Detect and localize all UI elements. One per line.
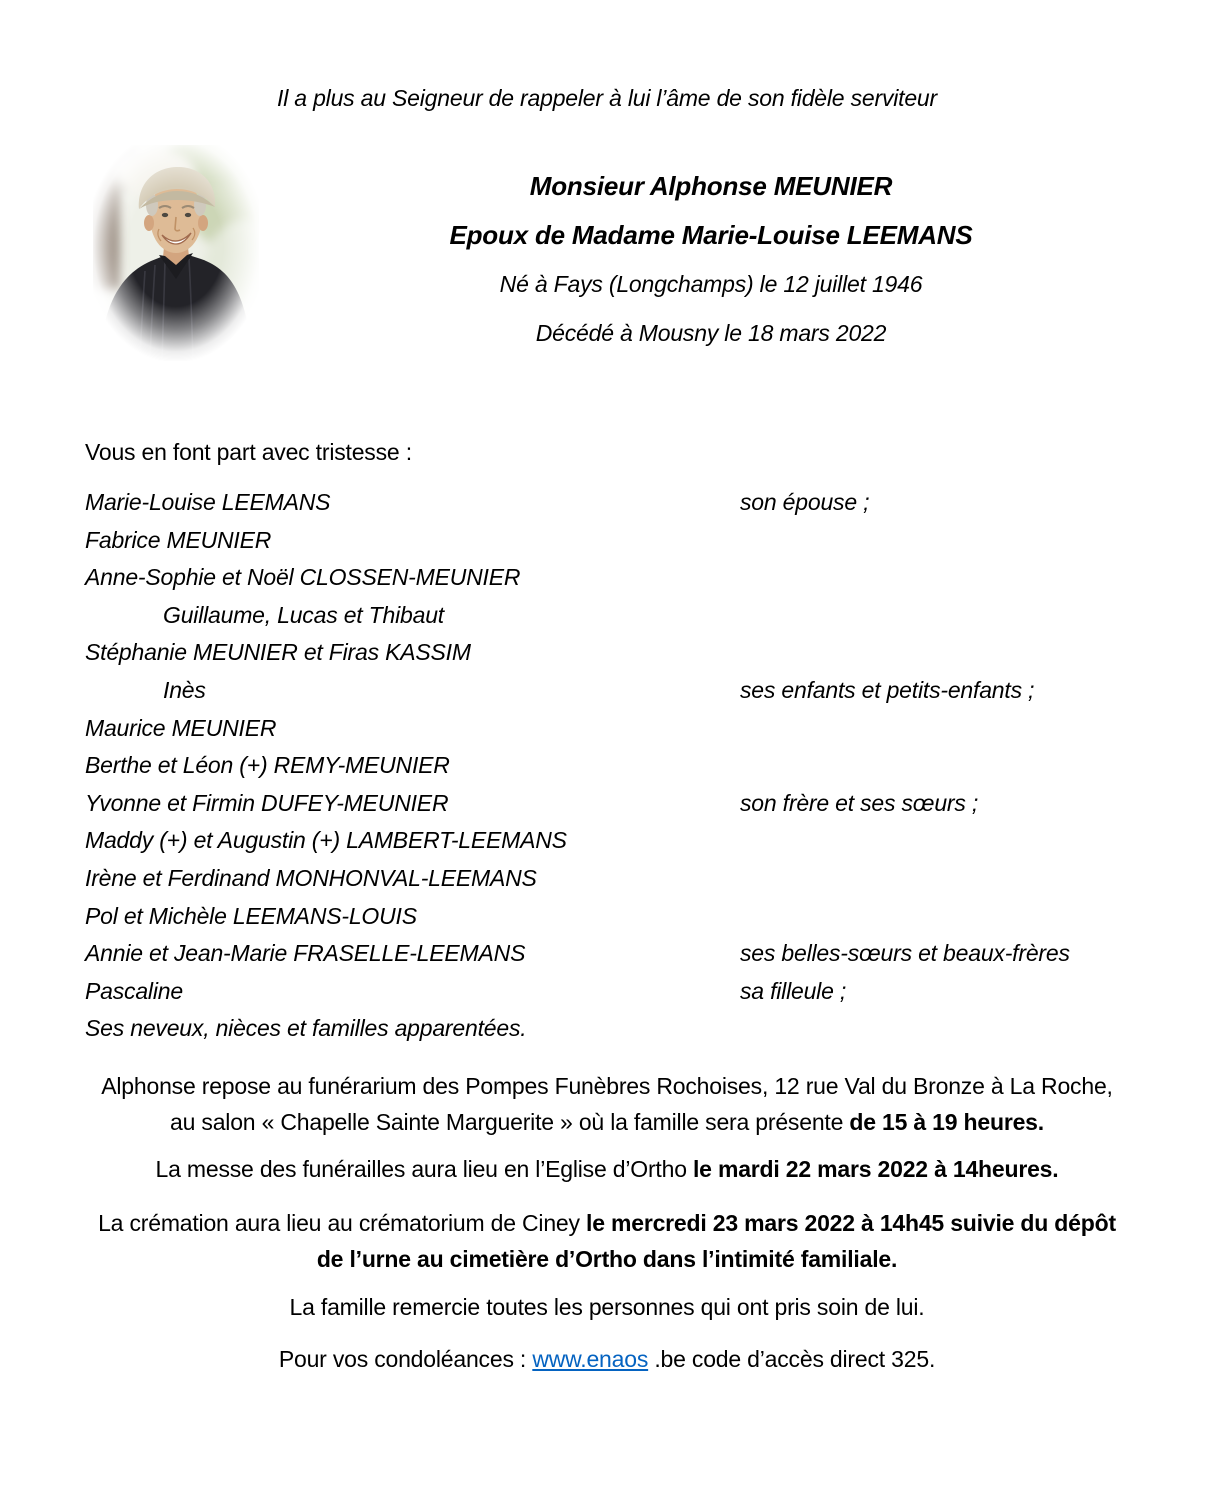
portrait-illustration — [93, 145, 259, 361]
funeral-home-hours: de 15 à 19 heures. — [849, 1109, 1044, 1135]
family-row — [85, 484, 1119, 522]
mass-datetime: le mardi 22 mars 2022 à 14heures. — [692, 1156, 1059, 1182]
family-row — [85, 747, 1119, 785]
condolences-prefix: Pour vos condoléances : — [278, 1346, 533, 1372]
family-name: Irène et Ferdinand MONHONVAL-LEEMANS — [85, 864, 537, 891]
family-relation: ses belles-sœurs et beaux-frères — [740, 940, 1070, 967]
deceased-portrait-photo — [93, 145, 259, 361]
family-name: Pol et Michèle LEEMANS-LOUIS — [85, 902, 417, 929]
family-row — [85, 1010, 1119, 1048]
deceased-header — [308, 162, 1114, 358]
family-name: Berthe et Léon (+) REMY-MEUNIER — [85, 752, 450, 779]
family-name: Maurice MEUNIER — [85, 714, 277, 741]
family-row — [85, 785, 1119, 823]
family-row — [85, 973, 1119, 1011]
cremation-text: La crémation aura lieu au crématorium de Ciney — [98, 1210, 586, 1236]
family-row — [85, 634, 1119, 672]
condolences-paragraph — [95, 1341, 1119, 1377]
family-row — [85, 822, 1119, 860]
opening-line: Il a plus au Seigneur de rappeler à lui l’âme de son fidèle serviteur — [277, 85, 937, 111]
thanks-paragraph: La famille remercie toutes les personnes qui ont pris soin de lui. — [289, 1294, 925, 1320]
family-name: Inès — [163, 676, 206, 703]
family-relation: ses enfants et petits-enfants ; — [740, 676, 1035, 703]
family-name: Guillaume, Lucas et Thibaut — [163, 601, 444, 628]
family-name: Marie-Louise LEEMANS — [85, 489, 331, 515]
family-row — [85, 860, 1119, 898]
cremation-paragraph — [95, 1205, 1119, 1277]
family-name: Annie et Jean-Marie FRASELLE-LEEMANS — [85, 940, 526, 967]
deceased-spouse-line: Epoux de Madame Marie-Louise LEEMANS — [449, 220, 973, 250]
family-row — [85, 672, 1119, 710]
family-row — [85, 898, 1119, 936]
family-row — [85, 935, 1119, 973]
deceased-death-line: Décédé à Mousny le 18 mars 2022 — [535, 320, 887, 346]
family-list — [85, 484, 1119, 1048]
family-row — [85, 597, 1119, 635]
deceased-birth-line: Né à Fays (Longchamps) le 12 juillet 1946 — [499, 271, 923, 297]
enaos-link[interactable]: www.enaos — [532, 1346, 649, 1372]
cremation-datetime: le mercredi 23 mars 2022 à 14h45 suivie du dépôt de l’urne au cimetière d’Ortho dans l’intimité familiale. — [316, 1210, 1116, 1272]
announcement-intro: Vous en font part avec tristesse : — [85, 439, 412, 465]
funeral-home-text: Alphonse repose au funérarium des Pompes Funèbres Rochoises, 12 rue Val du Bronze à La Roche, au salon « Chapelle Sainte Marguerite » où la famille sera présente — [101, 1073, 1113, 1135]
family-name: Maddy (+) et Augustin (+) LAMBERT-LEEMANS — [85, 827, 567, 854]
family-row — [85, 559, 1119, 597]
family-name: Stéphanie MEUNIER et Firas KASSIM — [85, 639, 471, 666]
funeral-home-paragraph — [95, 1068, 1119, 1140]
family-name: Ses neveux, nièces et familles apparentées. — [85, 1015, 527, 1042]
family-name: Pascaline — [85, 977, 183, 1004]
family-name: Fabrice MEUNIER — [85, 526, 272, 553]
family-row — [85, 710, 1119, 748]
condolences-suffix: .be code d’accès direct 325. — [648, 1346, 936, 1372]
family-name: Anne-Sophie et Noël CLOSSEN-MEUNIER — [85, 564, 521, 591]
family-relation: son frère et ses sœurs ; — [740, 789, 979, 816]
mass-text: La messe des funérailles aura lieu en l’Eglise d’Ortho — [155, 1156, 693, 1182]
mass-paragraph — [95, 1151, 1119, 1187]
family-row — [85, 522, 1119, 560]
family-name: Yvonne et Firmin DUFEY-MEUNIER — [85, 789, 449, 816]
family-relation: son épouse ; — [740, 489, 870, 515]
family-relation: sa filleule ; — [740, 977, 847, 1004]
deceased-name-line: Monsieur Alphonse MEUNIER — [529, 171, 893, 201]
